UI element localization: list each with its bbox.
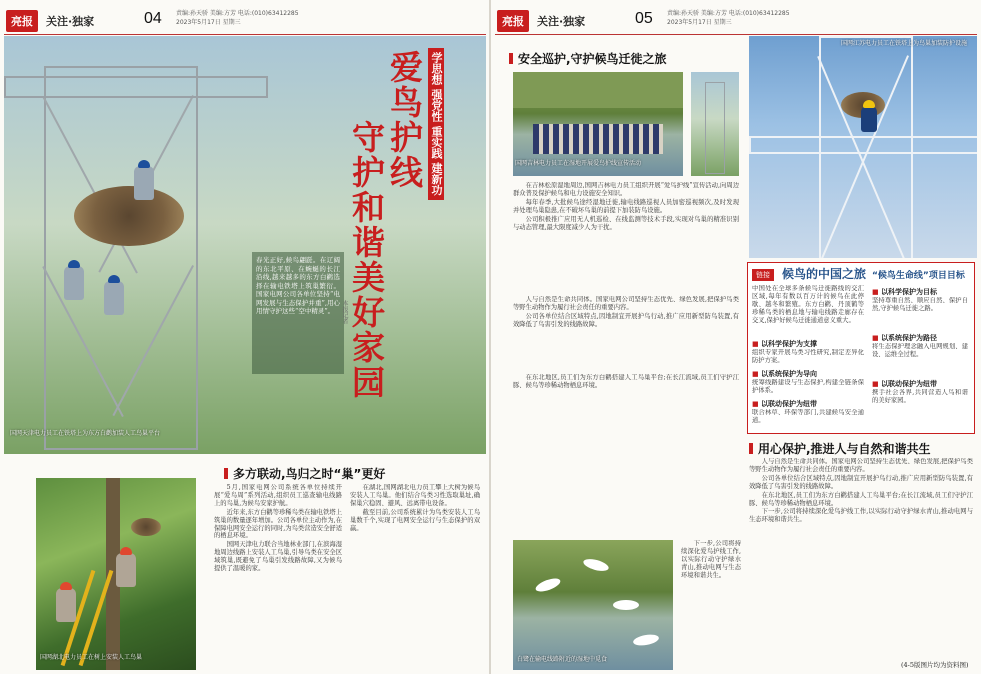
box-subtext: 统筹线路建设与生态保护,构建全链条保护体系。: [752, 379, 864, 394]
article-continued: [513, 296, 739, 368]
box-subtext: 联合林草、环保等部门,共建候鸟安全通道。: [752, 409, 864, 424]
link-badge: 链接: [752, 269, 774, 281]
section-heading-patrol: 安全巡护,守护候鸟迁徙之旅: [509, 50, 667, 67]
paragraph: 下一步,公司将持续深化爱鸟护线工作,以实际行动守护绿水青山,推动电网与生态环境和谐共生。: [681, 540, 741, 579]
page-number: 04: [144, 10, 162, 27]
paragraph: 国网天津电力联合当地林业部门,在滨海湿地周边线路上安装人工鸟巢,引导鸟类在安全区域筑巢,既避免了鸟巢引发线路故障,又为候鸟提供了温暖的家。: [214, 541, 342, 573]
egret-photo-caption: 白鹭在输电线路附近的湿地中觅食: [517, 656, 608, 663]
helmet: [138, 160, 150, 168]
goal-heading: ■ 以科学保护为目标: [872, 287, 937, 297]
paragraph: 在湖北,国网湖北电力员工攀上大树为候鸟安装人工鸟巢。他们结合鸟类习性选取巢址,确保巢穴稳固、避风、远离带电设备。: [350, 484, 480, 507]
tower-crossarm: [4, 76, 268, 98]
left-page: [0, 0, 490, 674]
photo-small-tower: [691, 72, 739, 176]
headline-part-1: 爱鸟护线: [385, 50, 424, 190]
article-column-1: [214, 484, 342, 670]
tower-photo-caption: 国网江苏电力员工在铁塔上为鸟巢加装防护设施: [841, 40, 968, 47]
box-subheading: ■ 以系统保护为导向: [752, 369, 817, 379]
goal-heading: ■ 以系统保护为路径: [872, 333, 937, 343]
slogan-banner: 学思想 强党性 重实践 建新功: [428, 48, 444, 200]
photo-egrets: [513, 540, 673, 670]
photo-tree-workers: [36, 478, 196, 670]
helmet: [60, 582, 72, 590]
paragraph: 截至目前,公司系统累计为鸟类安装人工鸟巢数千个,实现了电网安全运行与生态保护的双赢。: [350, 508, 480, 532]
box-subheading: ■ 以联动保护为纽带: [752, 399, 817, 409]
helmet: [68, 260, 80, 268]
paragraph: 人与自然是生命共同体。国家电网公司坚持生态优先、绿色发展,把保护鸟类等野生动物作为履行社会责任的重要内容。: [513, 296, 739, 311]
paragraph: 公司各单位结合区域特点,因地制宜开展护鸟行动,推广应用新型防鸟装置,有效降低了鸟害引发的线路故障。: [749, 474, 973, 490]
section-heading-linkage: 多方联动,鸟归之时“巢”更好: [224, 465, 385, 482]
section-heading-harmony: 用心保护,推进人与自然和谐共生: [749, 440, 931, 457]
left-page-header: [4, 6, 486, 35]
paragraph: 公司各单位结合区域特点,因地制宜开展护鸟行动,推广应用新型防鸟装置,有效降低了鸟害引发的线路故障。: [513, 312, 739, 328]
headline-part-2: 守护和谐美好家园: [347, 120, 386, 400]
paragraph: 在东北地区,员工们为东方白鹳搭建人工鸟巢平台;在长江流域,员工们守护江豚、候鸟等珍稀动物栖息环境。: [513, 374, 739, 389]
egret: [534, 576, 562, 594]
tower-frame: [44, 66, 198, 450]
paragraph: 在东北地区,员工们为东方白鹳搭建人工鸟巢平台;在长江流域,员工们守护江豚、候鸟等珍稀动物栖息环境。: [749, 491, 973, 507]
article-patrol: [513, 182, 739, 290]
helmet: [120, 547, 132, 555]
helmet: [108, 275, 120, 283]
egret: [613, 600, 639, 610]
paragraph: 人与自然是生命共同体。国家电网公司坚持生态优先、绿色发展,把保护鸟类等野生动物作为履行社会责任的重要内容。: [749, 458, 973, 473]
group-of-people: [533, 124, 663, 154]
egret: [582, 557, 610, 573]
paragraph: 在吉林松原湿地周边,国网吉林电力员工组织开展“爱鸟护线”宣传活动,向周边群众普及保护候鸟和电力设施安全知识。: [513, 182, 739, 197]
info-box: [747, 262, 975, 434]
photo-tower-nest-platform: [749, 36, 977, 258]
worker-figure: [104, 281, 124, 315]
main-photo-caption: 国网天津电力员工在铁塔上为东方白鹳加装人工鸟巢平台: [10, 430, 161, 437]
paragraph: 近年来,东方白鹳等珍稀鸟类在输电铁塔上筑巢的数量逐年增加。公司各单位主动作为,在保障电网安全运行的同时,为鸟类营造安全舒适的栖息环境。: [214, 508, 342, 540]
box-subtext: 组织专家开展鸟类习性研究,制定差异化防护方案。: [752, 349, 864, 364]
stork-nest: [74, 186, 184, 246]
section-label: 关注·独家: [46, 15, 95, 28]
goal-text: 坚持尊重自然、顺应自然、保护自然,守护候鸟迁徙之路。: [872, 297, 968, 312]
egret: [632, 633, 659, 647]
worker-figure: [56, 588, 76, 622]
box-intro-text: 中国处在全球多条候鸟迁徙路线的交汇区域,每年有数以百万计的候鸟在此停歇、越冬和繁殖。东方白鹳、丹顶鹤等珍稀鸟类的栖息地与输电线路走廊存在交叉,保护好候鸟迁徙通道意义重大。: [752, 285, 864, 324]
article-column-2: [350, 484, 480, 670]
right-page-header: [495, 6, 977, 35]
artificial-nest: [131, 518, 161, 536]
article-harmony-col-3: [749, 458, 973, 654]
article-harmony-col-1: [513, 374, 739, 534]
footer-note: (4-5版图片均为资料图): [901, 661, 969, 669]
goal-text: 将生态保护理念融入电网规划、建设、运维全过程。: [872, 343, 968, 358]
editor-line: 责编:孙天骄 美编:方芳 电话:(010)63412285: [667, 10, 790, 17]
goal-text: 携手社会各界,共同营造人鸟和谐的美好家园。: [872, 389, 968, 404]
worker-figure: [134, 166, 154, 200]
brand-logo: 亮报: [6, 10, 38, 32]
section-label: 关注·独家: [537, 15, 586, 28]
box-title-goals: “候鸟生命线”项目目标: [872, 271, 965, 281]
header-meta: [176, 9, 299, 27]
box-title: 候鸟的中国之旅: [782, 267, 867, 281]
worker-figure: [116, 553, 136, 587]
box-subheading: ■ 以科学保护为支撑: [752, 339, 817, 349]
date-line: 2023年5月17日 星期三: [667, 19, 732, 26]
header-meta: [667, 9, 790, 27]
tower-crossarm: [749, 136, 977, 154]
page-number: 05: [635, 10, 653, 27]
goal-heading: ■ 以联动保护为纽带: [872, 379, 937, 389]
editor-line: 责编:孙天骄 美编:方芳 电话:(010)63412285: [176, 10, 299, 17]
paragraph: 公司积极推广应用无人机巡检、在线监测等技术手段,实现对鸟巢的精准识别与动态管理,最大限度减少人为干扰。: [513, 215, 739, 231]
tree-line: [513, 72, 683, 108]
byline: 本报记者: [341, 300, 348, 324]
worker-figure: [64, 266, 84, 300]
paragraph: 下一步,公司将持续深化爱鸟护线工作,以实际行动守护绿水青山,推动电网与生态环境和谐共生。: [749, 508, 973, 524]
paragraph: 每年春季,大批候鸟途经湿地迁徙,输电线路巡视人员加密巡视频次,及时发现并处理鸟巢隐患,在不破坏鸟巢的前提下加装防鸟设施。: [513, 198, 739, 214]
article-harmony-col-2: [681, 540, 741, 666]
worker-figure: [861, 106, 877, 132]
paragraph: 5月,国家电网公司系统各单位持续开展“爱鸟周”系列活动,组织员工巡查输电线路上的鸟巢,为候鸟安家护航。: [214, 484, 342, 507]
tower-frame: [705, 82, 725, 174]
group-photo-caption: 国网吉林电力员工在湿地开展爱鸟护线宣传活动: [515, 160, 642, 167]
right-page: [491, 0, 981, 674]
date-line: 2023年5月17日 星期三: [176, 19, 241, 26]
brand-logo: 亮报: [497, 10, 529, 32]
article-intro: 春光正好,候鸟翩跹。在辽阔的东北平原、在蜿蜒的长江沿线,越来越多的东方白鹳选择在输电铁塔上筑巢繁衍。国家电网公司各单位坚持“电网发展与生态保护并重”,用心用情守护这些“空中精灵”。: [252, 252, 344, 374]
secondary-photo-caption: 国网湖北电力员工在树上安装人工鸟巢: [40, 654, 143, 661]
helmet: [863, 100, 875, 108]
